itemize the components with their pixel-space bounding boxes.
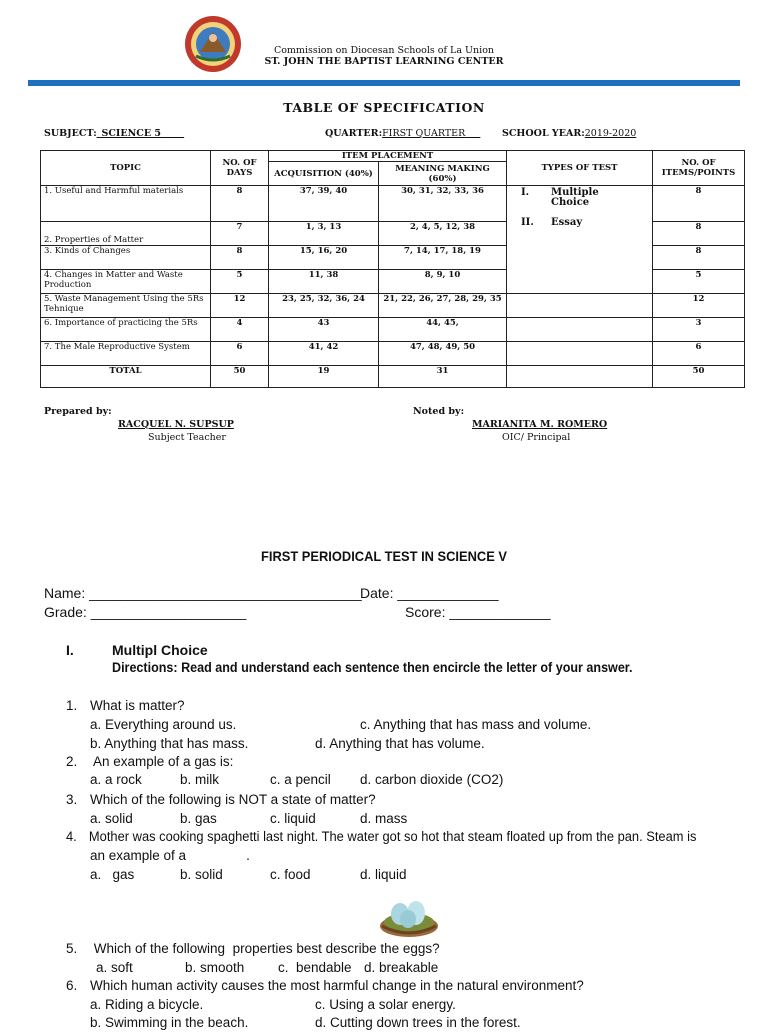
meaning-cell: 7, 14, 17, 18, 19 [379, 246, 507, 270]
choice: c. bendable [278, 960, 352, 975]
empty-types-cell [507, 342, 653, 366]
acquisition-cell: 37, 39, 40 [269, 186, 379, 222]
quarter-value: FIRST QUARTER [382, 128, 466, 139]
choice: a. a rock [90, 772, 142, 787]
items-cell: 3 [653, 318, 745, 342]
choice: d. mass [360, 811, 408, 826]
specification-table [40, 150, 745, 388]
noted-name: MARIANITA M. ROMERO [472, 419, 608, 430]
question-item: 6. Which human activity causes the most harmful change in the natural environment? [66, 978, 584, 993]
acquisition-cell: 41, 42 [269, 342, 379, 366]
noted-label: Noted by: [413, 406, 465, 417]
choice: a. solid [90, 811, 133, 826]
choice: c. Anything that has mass and volume. [360, 717, 592, 732]
prepared-role: Subject Teacher [148, 432, 226, 443]
quarter-label: QUARTER: [325, 128, 383, 139]
choice: d. Anything that has volume. [315, 736, 485, 751]
noted-role: OIC/ Principal [502, 432, 571, 443]
choice: c. food [270, 867, 311, 882]
types-header: TYPES OF TEST [507, 151, 653, 186]
choice: b. milk [180, 772, 220, 787]
part-title: Multipl Choice [112, 642, 208, 658]
items-header: NO. OF ITEMS/POINTS [653, 151, 745, 186]
days-cell: 8 [211, 246, 269, 270]
items-cell: 5 [653, 270, 745, 294]
part-number: I. [66, 642, 74, 658]
date-field: Date: _____________ [360, 585, 499, 601]
table-row [41, 186, 745, 222]
choice: c. Using a solar energy. [315, 997, 456, 1012]
days-cell: 7 [211, 222, 269, 246]
acquisition-cell: 1, 3, 13 [269, 222, 379, 246]
total-row [41, 366, 745, 388]
topic-cell: 2. Properties of Matter [41, 222, 211, 246]
school-year-value: 2019-2020 [584, 128, 637, 139]
topic-header: TOPIC [41, 151, 211, 186]
total-items: 50 [653, 366, 745, 388]
items-cell: 6 [653, 342, 745, 366]
choice: b. Anything that has mass. [90, 736, 249, 751]
days-header: NO. OF DAYS [211, 151, 269, 186]
test-title: FIRST PERIODICAL TEST IN SCIENCE V [261, 548, 507, 564]
topic-cell: 7. The Male Reproductive System [41, 342, 211, 366]
choice: b. solid [180, 867, 223, 882]
subject-field [44, 128, 184, 139]
school-name: ST. JOHN THE BAPTIST LEARNING CENTER [264, 56, 504, 67]
name-field: Name: ___________________________________ [44, 585, 362, 601]
table-row [41, 342, 745, 366]
meaning-cell: 44, 45, [379, 318, 507, 342]
days-cell: 12 [211, 294, 269, 318]
test-type-item: I. Multiple Choice [521, 187, 599, 208]
tos-title: TABLE OF SPECIFICATION [283, 100, 485, 115]
items-cell: 8 [653, 246, 745, 270]
acquisition-cell: 23, 25, 32, 36, 24 [269, 294, 379, 318]
choice: c. a pencil [270, 772, 331, 787]
bird-nest-icon [378, 892, 440, 940]
meaning-cell: 2, 4, 5, 12, 38 [379, 222, 507, 246]
question-item: 4. Mother was cooking spaghetti last night. The water got so hot that steam floated up from the pan. Steam is [66, 829, 697, 844]
items-cell: 12 [653, 294, 745, 318]
question-item: 2. An example of a gas is: [66, 754, 234, 769]
days-cell: 4 [211, 318, 269, 342]
test-types-cell [507, 186, 653, 294]
acquisition-cell: 15, 16, 20 [269, 246, 379, 270]
table-row [41, 294, 745, 318]
subject-value: _SCIENCE 5 [96, 128, 161, 139]
acquisition-cell: 11, 38 [269, 270, 379, 294]
meaning-cell: 8, 9, 10 [379, 270, 507, 294]
table-header-row [41, 151, 745, 162]
choice: a. Riding a bicycle. [90, 997, 204, 1012]
subject-label: SUBJECT: [44, 128, 97, 139]
total-meaning: 31 [379, 366, 507, 388]
question-item: 1. What is matter? [66, 698, 185, 713]
total-days: 50 [211, 366, 269, 388]
table-row [41, 318, 745, 342]
meaning-header: MEANING MAKING (60%) [379, 162, 507, 186]
choice: a. gas [90, 867, 135, 882]
directions: Directions: Read and understand each sentence then encircle the letter of your answer. [112, 660, 633, 675]
school-year-label: SCHOOL YEAR: [502, 128, 585, 139]
days-cell: 8 [211, 186, 269, 222]
empty-types-cell [507, 294, 653, 318]
choice: a. soft [96, 960, 133, 975]
grade-field: Grade: ____________________ [44, 604, 247, 620]
choice: d. carbon dioxide (CO2) [360, 772, 504, 787]
meaning-cell: 30, 31, 32, 33, 36 [379, 186, 507, 222]
commission-name: Commission on Diocesan Schools of La Union [273, 45, 495, 56]
choice: d. Cutting down trees in the forest. [315, 1015, 521, 1030]
quarter-field [325, 128, 480, 139]
choice: b. smooth [185, 960, 245, 975]
acquisition-cell: 43 [269, 318, 379, 342]
days-cell: 5 [211, 270, 269, 294]
choice: b. Swimming in the beach. [90, 1015, 249, 1030]
question-item: 5. Which of the following properties best describe the eggs? [66, 941, 440, 956]
items-cell: 8 [653, 222, 745, 246]
topic-cell: 3. Kinds of Changes [41, 246, 211, 270]
score-field: Score: _____________ [405, 604, 551, 620]
items-cell: 8 [653, 186, 745, 222]
test-type-item: II. Essay [521, 217, 583, 228]
prepared-name: RACQUEL N. SUPSUP [118, 419, 234, 430]
days-cell: 6 [211, 342, 269, 366]
choice: a. Everything around us. [90, 717, 237, 732]
topic-cell: 4. Changes in Matter and Waste Production [41, 270, 211, 294]
empty-types-cell [507, 366, 653, 388]
meaning-cell: 47, 48, 49, 50 [379, 342, 507, 366]
school-year-field [502, 128, 636, 139]
topic-cell: 6. Importance of practicing the 5Rs [41, 318, 211, 342]
acquisition-header: ACQUISITION (40%) [269, 162, 379, 186]
total-acquisition: 19 [269, 366, 379, 388]
header-rule [28, 80, 740, 86]
choice: d. liquid [360, 867, 407, 882]
prepared-label: Prepared by: [44, 406, 112, 417]
meaning-cell: 21, 22, 26, 27, 28, 29, 35 [379, 294, 507, 318]
topic-cell: 5. Waste Management Using the 5Rs Tehnique [41, 294, 211, 318]
empty-types-cell [507, 318, 653, 342]
choice: b. gas [180, 811, 217, 826]
choice: d. breakable [364, 960, 439, 975]
placement-header: ITEM PLACEMENT [269, 151, 507, 162]
choice: c. liquid [270, 811, 316, 826]
question-item: 3. Which of the following is NOT a state of matter? [66, 792, 376, 807]
total-label: TOTAL [41, 366, 211, 388]
question-continuation: an example of a . [90, 848, 250, 863]
topic-cell: 1. Useful and Harmful materials [41, 186, 211, 222]
